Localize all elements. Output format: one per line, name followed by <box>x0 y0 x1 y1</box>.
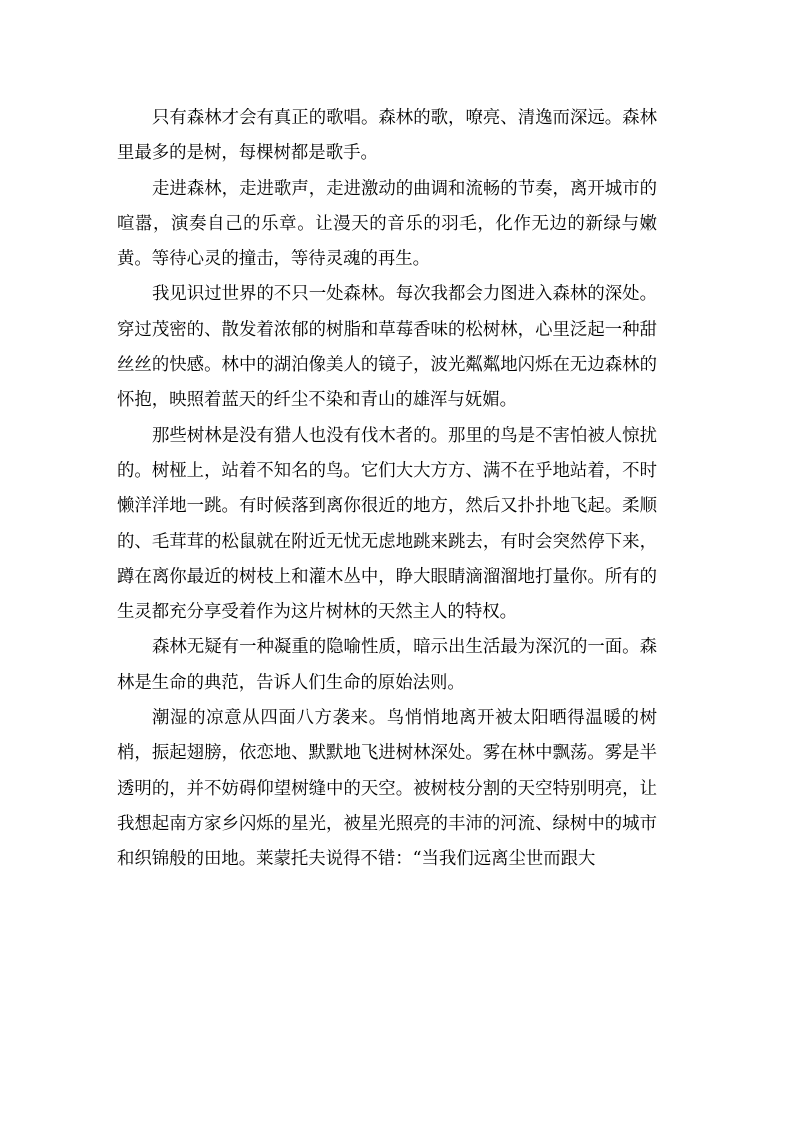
paragraph-6: 潮湿的凉意从四面八方袭来。鸟悄悄地离开被太阳晒得温暖的树梢，振起翅膀，依恋地、默默地飞进树林深处。雾在林中飘荡。雾是半透明的，并不妨碍仰望树缝中的天空。被树枝分割的天空特别明亮，让我想起南方家乡闪烁的星光，被星光照亮的丰沛的河流、绿树中的城市和织锦般的田地。莱蒙托夫说得不错：“当我们远离尘世而跟大 <box>117 708 657 870</box>
paragraph-4: 那些树林是没有猎人也没有伐木者的。那里的鸟是不害怕被人惊扰的。树桠上，站着不知名的鸟。它们大大方方、满不在乎地站着，不时懒洋洋地一跳。有时候落到离你很近的地方，然后又扑扑地飞起。柔顺的、毛茸茸的松鼠就在附近无忧无虑地跳来跳去，有时会突然停下来，蹲在离你最近的树枝上和灌木丛中，睁大眼睛滴溜溜地打量你。所有的生灵都充分享受着作为这片树林的天然主人的特权。 <box>117 425 657 623</box>
paragraph-3: 我见识过世界的不只一处森林。每次我都会力图进入森林的深处。穿过茂密的、散发着浓郁的树脂和草莓香味的松树林，心里泛起一种甜丝丝的快感。林中的湖泊像美人的镜子，波光粼粼地闪烁在无边森林的怀抱，映照着蓝天的纤尘不染和青山的雄浑与妩媚。 <box>117 284 657 411</box>
essay-body <box>117 101 657 878</box>
paragraph-2: 走进森林，走进歌声，走进激动的曲调和流畅的节奏，离开城市的喧嚣，演奏自己的乐章。让漫天的音乐的羽毛，化作无边的新绿与嫩黄。等待心灵的撞击，等待灵魂的再生。 <box>117 178 657 270</box>
paragraph-5: 森林无疑有一种凝重的隐喻性质，暗示出生活最为深沉的一面。森林是生命的典范，告诉人们生命的原始法则。 <box>117 637 657 693</box>
paragraph-1: 只有森林才会有真正的歌唱。森林的歌，嘹亮、清逸而深远。森林里最多的是树，每棵树都是歌手。 <box>117 108 657 164</box>
